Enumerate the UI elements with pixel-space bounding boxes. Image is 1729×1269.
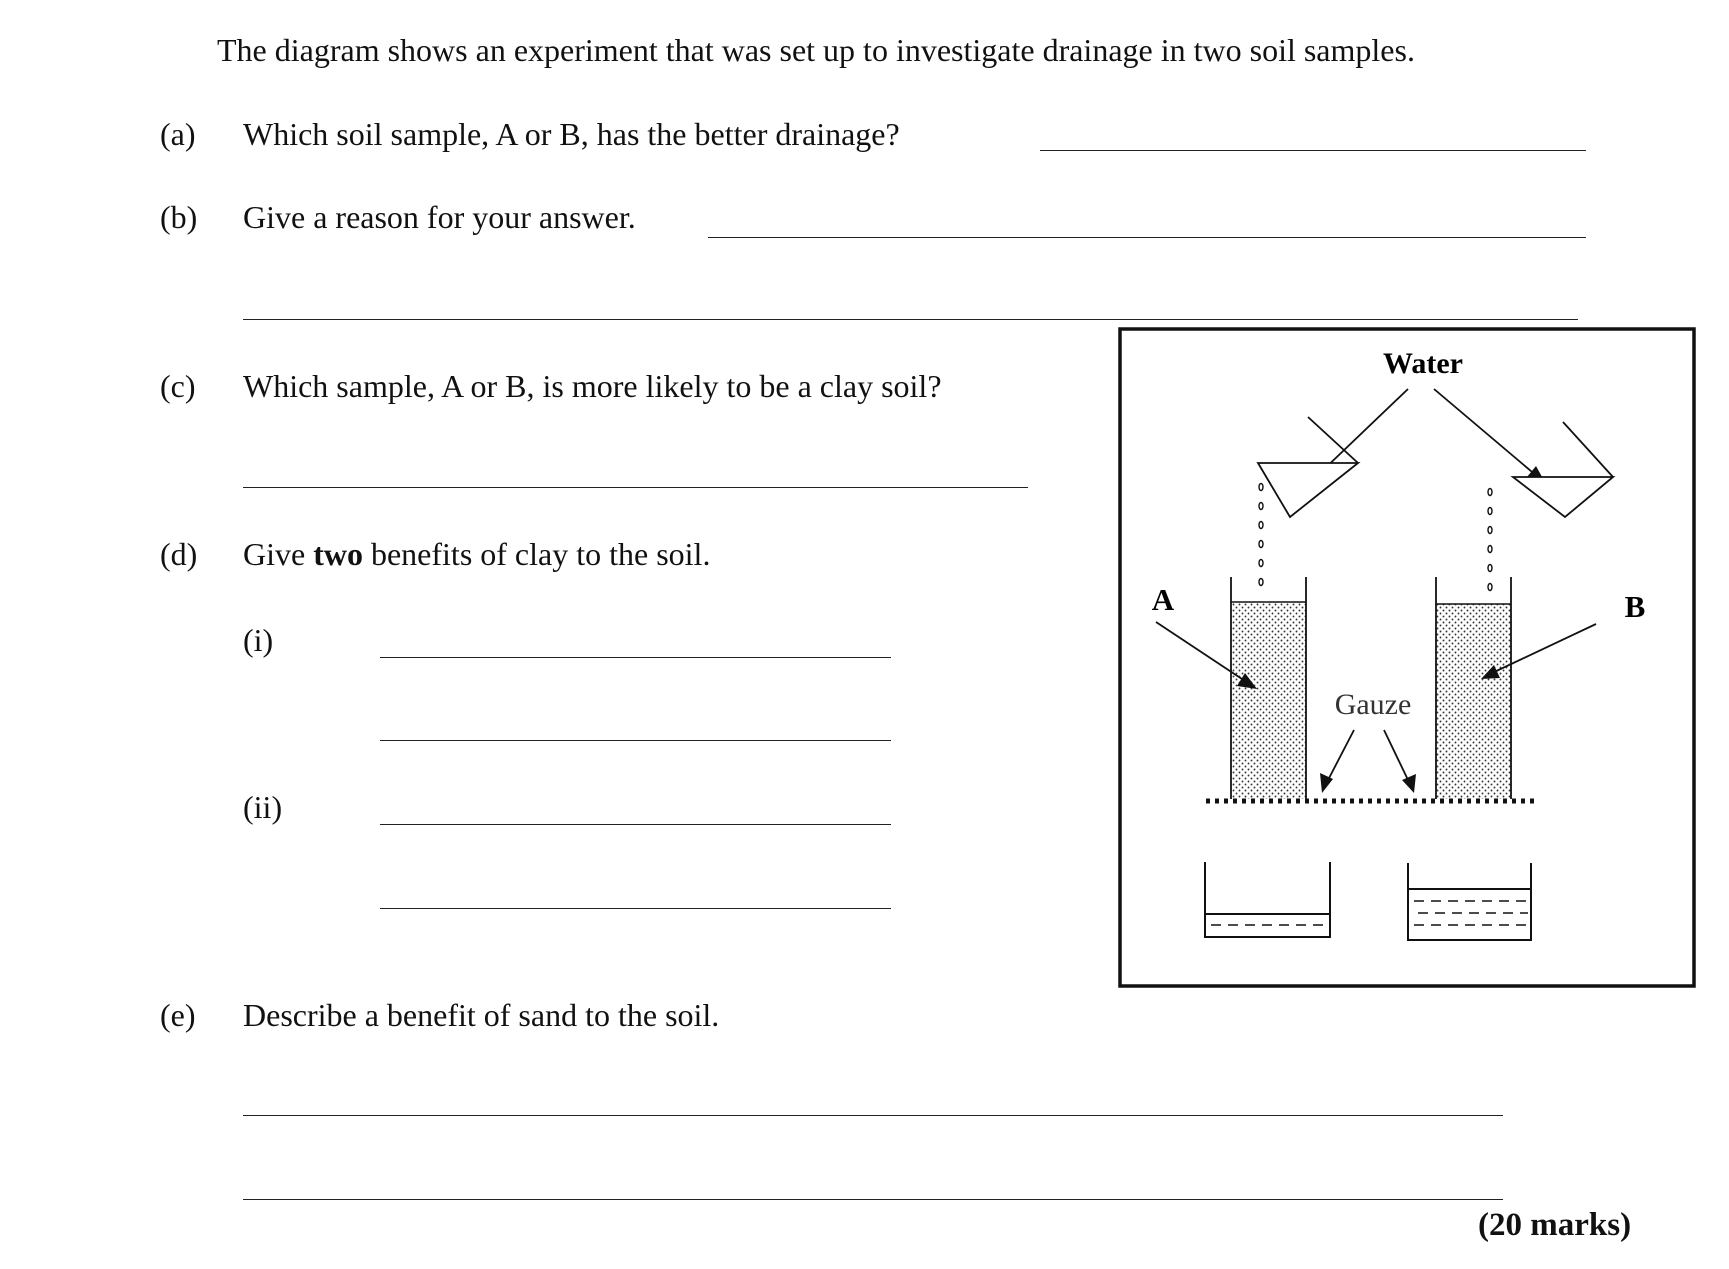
- answer-line-d-i-2[interactable]: [380, 740, 891, 741]
- question-d-label: (d): [160, 536, 198, 572]
- question-d-text-before: Give: [243, 536, 314, 572]
- answer-line-d-ii-2[interactable]: [380, 908, 891, 909]
- drainage-experiment-diagram: [1118, 327, 1696, 988]
- answer-line-a[interactable]: [1040, 150, 1586, 151]
- water-label: Water: [1383, 347, 1463, 380]
- question-e-text: Describe a benefit of sand to the soil.: [243, 997, 720, 1033]
- answer-line-e-1[interactable]: [243, 1115, 1503, 1116]
- intro-text: The diagram shows an experiment that was set up to investigate drainage in two soil samples.: [217, 32, 1415, 68]
- question-a-text: Which soil sample, A or B, has the better drainage?: [243, 116, 900, 152]
- soil-column-b: [1436, 577, 1511, 799]
- question-a-label: (a): [160, 116, 196, 152]
- question-c-text: Which sample, A or B, is more likely to be a clay soil?: [243, 368, 942, 404]
- question-d-sub-i-label: (i): [243, 622, 274, 658]
- question-d-text-after: benefits of clay to the soil.: [362, 536, 711, 572]
- total-marks: (20 marks): [1478, 1207, 1632, 1243]
- answer-line-c[interactable]: [243, 487, 1028, 488]
- question-b-label: (b): [160, 199, 198, 235]
- question-c-label: (c): [160, 368, 196, 404]
- question-b-text: Give a reason for your answer.: [243, 199, 636, 235]
- question-d-text-bold: two: [313, 536, 363, 572]
- sample-a-label: A: [1151, 582, 1175, 617]
- answer-line-e-2[interactable]: [243, 1199, 1503, 1200]
- sample-b-label: B: [1624, 589, 1646, 624]
- question-d-sub-ii-label: (ii): [243, 789, 283, 825]
- answer-line-b-2[interactable]: [243, 319, 1578, 320]
- question-d-text: [243, 534, 710, 574]
- gauze-label: Gauze: [1334, 688, 1412, 721]
- answer-line-d-i-1[interactable]: [380, 657, 891, 658]
- question-e-label: (e): [160, 997, 196, 1033]
- soil-column-a: [1231, 577, 1306, 799]
- answer-line-d-ii-1[interactable]: [380, 824, 891, 825]
- answer-line-b-1[interactable]: [708, 237, 1586, 238]
